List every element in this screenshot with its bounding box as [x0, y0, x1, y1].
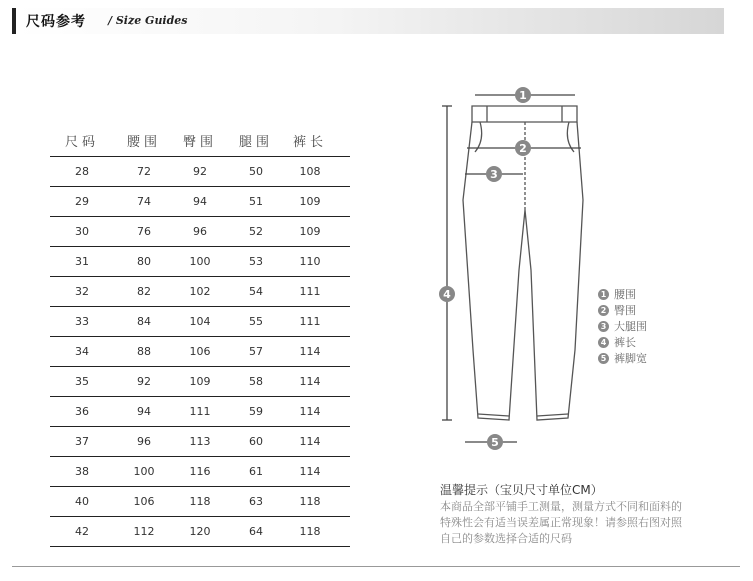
table-row: [50, 277, 350, 307]
table-row: [50, 157, 350, 187]
cell-length: 109: [299, 195, 321, 208]
table-row: [50, 517, 350, 547]
section-title: 尺码参考: [26, 14, 86, 30]
cell-hip: 118: [189, 495, 211, 508]
cell-waist: 112: [133, 525, 155, 538]
cell-size: 33: [75, 315, 89, 328]
legend-label: 裤长: [614, 336, 636, 349]
legend-label: 臀围: [614, 304, 636, 317]
cell-hip: 92: [193, 165, 207, 178]
cell-thigh: 55: [249, 315, 263, 328]
cell-hip: 109: [189, 375, 211, 388]
cell-hip: 102: [189, 285, 211, 298]
table-header-row: [50, 130, 350, 157]
bottom-divider: [12, 566, 740, 567]
svg-text:3: 3: [490, 168, 498, 181]
cell-thigh: 50: [249, 165, 263, 178]
right-hem: [537, 414, 568, 416]
cell-size: 40: [75, 495, 89, 508]
cell-thigh: 63: [249, 495, 263, 508]
cell-size: 28: [75, 165, 89, 178]
cell-size: 30: [75, 225, 89, 238]
cell-hip: 113: [189, 435, 211, 448]
cell-thigh: 54: [249, 285, 263, 298]
table-row: [50, 487, 350, 517]
header-waist: 腰围: [126, 135, 161, 150]
cell-size: 37: [75, 435, 89, 448]
table-row: [50, 457, 350, 487]
cell-length: 114: [299, 405, 321, 418]
size-table: [50, 130, 350, 547]
cell-thigh: 60: [249, 435, 263, 448]
marker-1: [515, 87, 531, 103]
table-row: [50, 427, 350, 457]
legend-number-badge: 3: [598, 321, 609, 332]
cell-length: 114: [299, 465, 321, 478]
legend-label: 大腿围: [614, 320, 647, 333]
cell-waist: 94: [137, 405, 151, 418]
cell-size: 38: [75, 465, 89, 478]
legend-label: 腰围: [614, 288, 636, 301]
cell-hip: 94: [193, 195, 207, 208]
table-row: [50, 217, 350, 247]
cell-length: 111: [299, 315, 321, 328]
cell-waist: 76: [137, 225, 151, 238]
table-row: [50, 307, 350, 337]
marker-4: [439, 286, 455, 302]
svg-text:1: 1: [519, 89, 527, 102]
cell-size: 36: [75, 405, 89, 418]
waistband-outline: [472, 106, 577, 122]
pants-outline: [463, 122, 583, 420]
marker-2: [515, 140, 531, 156]
cell-length: 118: [299, 495, 321, 508]
cell-thigh: 61: [249, 465, 263, 478]
cell-waist: 72: [137, 165, 151, 178]
cell-hip: 100: [189, 255, 211, 268]
svg-text:2: 2: [519, 142, 527, 155]
header-thigh: 腿围: [238, 135, 273, 150]
header-length: 裤长: [292, 135, 327, 150]
header-hip: 臀围: [182, 135, 217, 150]
section-header: [12, 8, 724, 34]
cell-waist: 106: [133, 495, 155, 508]
table-row: [50, 187, 350, 217]
cell-size: 42: [75, 525, 89, 538]
cell-size: 31: [75, 255, 89, 268]
header-size: 尺码: [64, 135, 99, 150]
left-hem: [478, 414, 509, 416]
svg-text:4: 4: [443, 288, 451, 301]
cell-hip: 120: [189, 525, 211, 538]
cell-length: 114: [299, 435, 321, 448]
cell-waist: 74: [137, 195, 151, 208]
cell-length: 114: [299, 345, 321, 358]
cell-hip: 96: [193, 225, 207, 238]
cell-thigh: 51: [249, 195, 263, 208]
cell-waist: 80: [137, 255, 151, 268]
cell-thigh: 57: [249, 345, 263, 358]
cell-thigh: 58: [249, 375, 263, 388]
cell-waist: 96: [137, 435, 151, 448]
marker-5: [487, 434, 503, 450]
cell-hip: 106: [189, 345, 211, 358]
cell-waist: 84: [137, 315, 151, 328]
section-subtitle: / Size Guides: [108, 14, 188, 27]
cell-hip: 111: [189, 405, 211, 418]
marker-3: [486, 166, 502, 182]
cell-length: 118: [299, 525, 321, 538]
pants-diagram: [425, 70, 655, 460]
cell-thigh: 59: [249, 405, 263, 418]
legend-number-badge: 1: [598, 289, 609, 300]
table-row: [50, 247, 350, 277]
legend-label: 裤脚宽: [614, 352, 647, 365]
note-body: 本商品全部平铺手工测量，测量方式不同和面料的特殊性会有适当误差属正常现象！请参照右图对照自己的参数选择合适的尺码: [440, 500, 682, 545]
cell-size: 35: [75, 375, 89, 388]
cell-length: 114: [299, 375, 321, 388]
cell-thigh: 53: [249, 255, 263, 268]
cell-size: 34: [75, 345, 89, 358]
cell-size: 29: [75, 195, 89, 208]
table-row: [50, 397, 350, 427]
table-row: [50, 367, 350, 397]
cell-length: 108: [299, 165, 321, 178]
cell-hip: 116: [189, 465, 211, 478]
table-row: [50, 337, 350, 367]
legend-number-badge: 5: [598, 353, 609, 364]
legend-number-badge: 4: [598, 337, 609, 348]
cell-hip: 104: [189, 315, 211, 328]
cell-waist: 100: [133, 465, 155, 478]
cell-length: 110: [299, 255, 321, 268]
legend-number-badge: 2: [598, 305, 609, 316]
svg-text:5: 5: [491, 436, 499, 449]
cell-waist: 92: [137, 375, 151, 388]
cell-size: 32: [75, 285, 89, 298]
cell-length: 109: [299, 225, 321, 238]
note-title: 温馨提示（宝贝尺寸单位CM）: [440, 483, 603, 497]
cell-length: 111: [299, 285, 321, 298]
cell-thigh: 64: [249, 525, 263, 538]
cell-waist: 82: [137, 285, 151, 298]
cell-thigh: 52: [249, 225, 263, 238]
cell-waist: 88: [137, 345, 151, 358]
